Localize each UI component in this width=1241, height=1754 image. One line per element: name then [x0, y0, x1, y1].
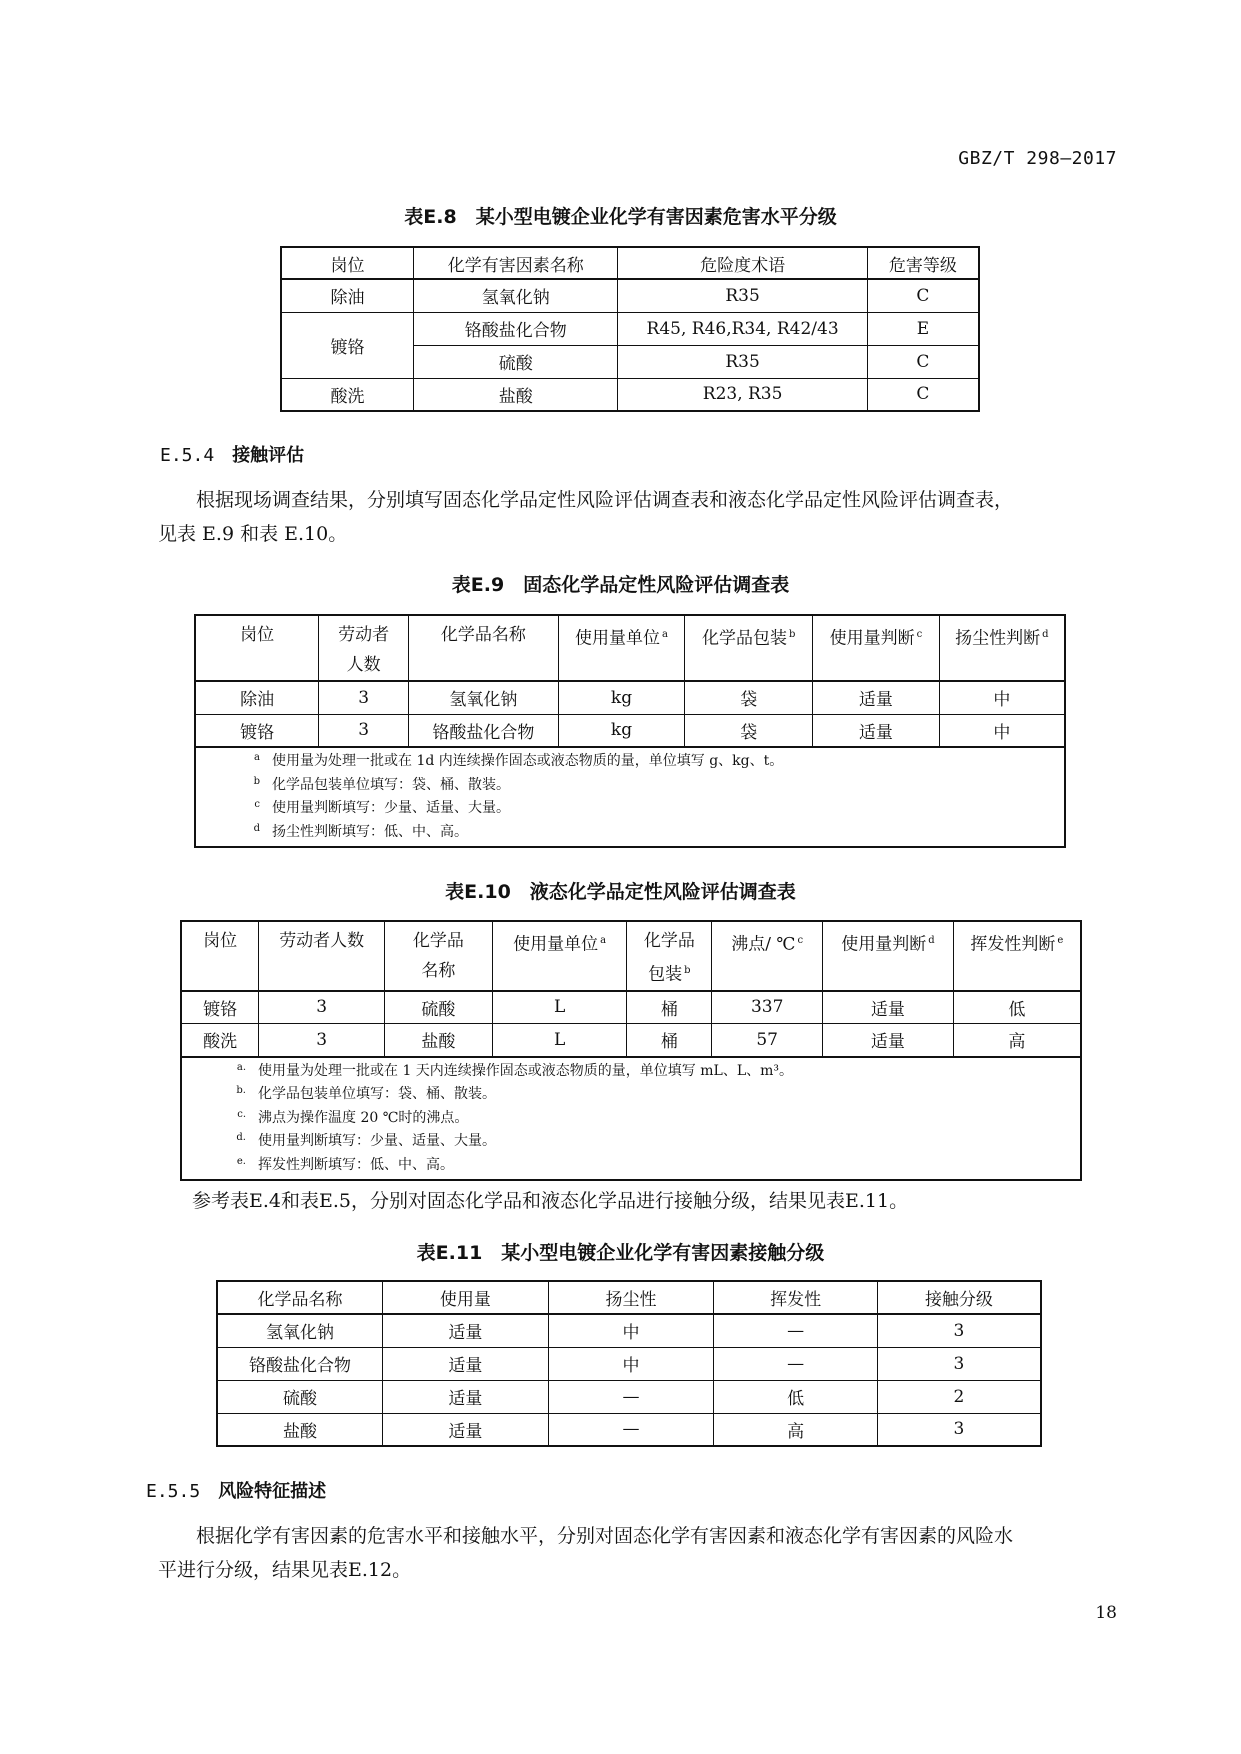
footnote-mark: d — [928, 935, 935, 946]
footnote-mark: c — [797, 935, 804, 946]
table-cell: 氢氧化钠 — [414, 279, 618, 312]
table-cell: 337 — [712, 991, 823, 1024]
table-cell: 适量 — [383, 1413, 549, 1446]
table-cell: 高 — [953, 1024, 1081, 1057]
table-e11-header-name: 化学品名称 — [217, 1281, 383, 1314]
footnote — [182, 1130, 1080, 1154]
header-line: 人数 — [346, 655, 381, 675]
table-cell: 硫酸 — [414, 345, 618, 378]
footnote-mark: c — [916, 629, 923, 640]
footnote-mark: c. — [237, 1108, 246, 1120]
header-text: 使用量判断 — [829, 628, 915, 649]
footnote-mark: a — [662, 629, 668, 640]
footnote-text: 挥发性判断填写：低、中、高。 — [258, 1156, 454, 1173]
header-text: 化学品包装 — [701, 628, 787, 649]
footnote-mark: b — [684, 965, 691, 976]
header-text: 使用量单位 — [575, 628, 660, 649]
table-cell: 镀铬 — [281, 312, 414, 378]
section-title: 风险特征描述 — [218, 1481, 327, 1502]
table-cell: — — [548, 1413, 714, 1446]
table-e10-header-workers: 劳动者人数 — [259, 921, 385, 991]
table-cell: 桶 — [627, 1024, 712, 1057]
table-cell: R45, R46,R34, R42/43 — [618, 312, 867, 345]
table-cell: 3 — [319, 681, 409, 714]
section-e55-heading — [146, 1477, 326, 1503]
table-cell: L — [492, 1024, 627, 1057]
paragraph-line: 见表 E.9 和表 E.10。 — [158, 523, 348, 545]
footnote-mark: a — [254, 752, 260, 763]
table-cell: 镀铬 — [195, 714, 319, 747]
table-row — [281, 312, 979, 345]
table-e10-header-vol — [953, 921, 1081, 991]
table-cell: — — [714, 1347, 878, 1380]
table-cell: C — [867, 345, 979, 378]
table-e8-caption: 表E.8 某小型电镀企业化学有害因素危害水平分级 — [404, 206, 837, 228]
table-row — [195, 714, 1065, 747]
table-cell: 盐酸 — [217, 1413, 383, 1446]
table-cell: 硫酸 — [385, 991, 493, 1024]
table-e9-header-package — [685, 615, 813, 681]
footnote-text: 使用量为处理一批或在 1 天内连续操作固态或液态物质的量，单位填写 mL、L、m³。 — [258, 1062, 794, 1079]
table-cell: kg — [558, 714, 685, 747]
header-text: 使用量判断 — [841, 934, 927, 955]
table-e9-caption: 表E.9 固态化学品定性风险评估调查表 — [451, 574, 790, 596]
table-cell: 硫酸 — [217, 1380, 383, 1413]
table-cell: 2 — [877, 1380, 1041, 1413]
footnote-mark: e. — [236, 1155, 246, 1167]
table-e11-header-vol: 挥发性 — [714, 1281, 878, 1314]
table-cell: 盐酸 — [414, 378, 618, 411]
header-text: 挥发性判断 — [970, 934, 1056, 955]
section-number: E.5.4 — [160, 445, 215, 466]
table-e9-header-name: 化学品名称 — [409, 615, 559, 681]
table-cell: 3 — [319, 714, 409, 747]
table-cell: 3 — [259, 1024, 385, 1057]
table-cell: 3 — [877, 1314, 1041, 1347]
table-cell: 中 — [939, 714, 1065, 747]
table-cell: 铬酸盐化合物 — [217, 1347, 383, 1380]
header-text: 使用量单位 — [513, 934, 599, 955]
header-line: 化学品 — [412, 931, 464, 951]
table-cell: R35 — [618, 279, 867, 312]
section-number: E.5.5 — [146, 1481, 201, 1502]
table-e10-header-package — [627, 921, 712, 991]
footnote — [182, 1060, 1080, 1084]
table-cell: 除油 — [195, 681, 319, 714]
table-cell: — — [714, 1314, 878, 1347]
footnote-text: 使用量判断填写：少量、适量、大量。 — [258, 1133, 496, 1150]
footnote-mark: b — [253, 775, 260, 787]
table-e10 — [180, 920, 1082, 1181]
table-cell: C — [867, 378, 979, 411]
footnote — [196, 750, 1064, 774]
table-e11-header-level: 接触分级 — [877, 1281, 1041, 1314]
table-row — [217, 1347, 1041, 1380]
page-number: 18 — [1095, 1603, 1117, 1623]
table-cell: 酸洗 — [281, 378, 414, 411]
table-cell: L — [492, 991, 627, 1024]
table-e8-header-post: 岗位 — [281, 247, 414, 279]
table-e9-header-unit — [558, 615, 685, 681]
paragraph-line: 平进行分级，结果见表E.12。 — [158, 1559, 412, 1581]
header-line: 化学品 — [643, 931, 695, 951]
table-cell: 酸洗 — [181, 1024, 259, 1057]
table-cell: 桶 — [627, 991, 712, 1024]
footnote-mark: d — [253, 822, 260, 834]
table-e9-header-amount — [813, 615, 940, 681]
table-cell: 低 — [953, 991, 1081, 1024]
table-row — [217, 1413, 1041, 1446]
table-e10-notes — [181, 1057, 1081, 1181]
footnote-text: 使用量判断填写：少量、适量、大量。 — [272, 800, 510, 816]
footnote-mark: b. — [236, 1085, 246, 1097]
footnote-mark: d — [1042, 629, 1049, 640]
section-e55-paragraph — [158, 1519, 1124, 1587]
table-cell: 高 — [714, 1413, 878, 1446]
table-cell: 3 — [877, 1347, 1041, 1380]
paragraph-line: 根据现场调查结果，分别填写固态化学品定性风险评估调查表和液态化学品定性风险评估调查表， — [196, 489, 1014, 511]
reference-paragraph: 参考表E.4和表E.5，分别对固态化学品和液态化学品进行接触分级，结果见表E.11。 — [192, 1190, 909, 1212]
footnote — [196, 774, 1064, 798]
table-e11-header-dust: 扬尘性 — [548, 1281, 714, 1314]
table-cell: 适量 — [823, 991, 954, 1024]
table-cell: 氢氧化钠 — [217, 1314, 383, 1347]
table-cell: 镀铬 — [181, 991, 259, 1024]
footnote-mark: d. — [236, 1132, 246, 1144]
table-e11-caption: 表E.11 某小型电镀企业化学有害因素接触分级 — [416, 1242, 825, 1264]
table-cell: R23, R35 — [618, 378, 867, 411]
table-cell: R35 — [618, 345, 867, 378]
table-e9 — [194, 614, 1066, 848]
table-e8-header-term: 危险度术语 — [618, 247, 867, 279]
table-cell: kg — [558, 681, 685, 714]
table-cell: 低 — [714, 1380, 878, 1413]
table-cell: 适量 — [813, 714, 940, 747]
table-e9-notes — [195, 747, 1065, 847]
header-line: 劳动者 — [338, 625, 390, 645]
header-text: 扬尘性判断 — [955, 628, 1041, 649]
table-cell: 适量 — [383, 1347, 549, 1380]
table-e11 — [216, 1280, 1042, 1447]
footnote-text: 化学品包装单位填写：袋、桶、散装。 — [272, 776, 510, 793]
header-line: 名称 — [421, 961, 456, 981]
table-cell: 袋 — [685, 681, 813, 714]
table-e8-header-grade: 危害等级 — [867, 247, 979, 279]
table-e9-header-workers — [319, 615, 409, 681]
table-e10-header-amount — [823, 921, 954, 991]
table-cell: 中 — [548, 1314, 714, 1347]
table-cell: 袋 — [685, 714, 813, 747]
paragraph-line: 根据化学有害因素的危害水平和接触水平，分别对固态化学有害因素和液态化学有害因素的风险水 — [196, 1525, 1014, 1547]
table-cell: 适量 — [823, 1024, 954, 1057]
footnote-text: 沸点为操作温度 20 ℃时的沸点。 — [258, 1109, 469, 1126]
table-cell: 盐酸 — [385, 1024, 493, 1057]
table-e8-header-name: 化学有害因素名称 — [414, 247, 618, 279]
footnote — [182, 1154, 1080, 1178]
section-title: 接触评估 — [232, 445, 305, 466]
footnote — [196, 821, 1064, 845]
footnote-mark: b — [788, 629, 796, 640]
table-row — [217, 1380, 1041, 1413]
header-text: 包装 — [648, 964, 683, 985]
table-cell: E — [867, 312, 979, 345]
footnote-text: 化学品包装单位填写：袋、桶、散装。 — [258, 1086, 496, 1103]
table-cell: — — [548, 1380, 714, 1413]
table-cell: 3 — [259, 991, 385, 1024]
standard-code: GBZ/T 298—2017 — [958, 148, 1117, 169]
footnote-mark: a — [600, 935, 607, 946]
table-cell: 中 — [548, 1347, 714, 1380]
table-row — [281, 279, 979, 312]
table-cell: 适量 — [383, 1380, 549, 1413]
table-cell: 适量 — [813, 681, 940, 714]
table-row — [217, 1314, 1041, 1347]
table-row — [181, 991, 1081, 1024]
table-cell: 57 — [712, 1024, 823, 1057]
table-row — [281, 378, 979, 411]
table-cell: C — [867, 279, 979, 312]
table-e8 — [280, 246, 980, 412]
table-e9-header-dust — [939, 615, 1065, 681]
table-e10-header-name — [385, 921, 493, 991]
section-e54-paragraph — [158, 483, 1124, 551]
footnote — [196, 797, 1064, 821]
footnote-mark: c — [254, 799, 260, 810]
table-cell: 除油 — [281, 279, 414, 312]
table-row — [195, 681, 1065, 714]
table-cell: 中 — [939, 681, 1065, 714]
table-row — [181, 1024, 1081, 1057]
footnote-text: 扬尘性判断填写：低、中、高。 — [272, 823, 468, 840]
footnote-mark: a. — [236, 1061, 246, 1073]
footnote-mark: e — [1057, 935, 1064, 946]
table-e9-header-post: 岗位 — [195, 615, 319, 681]
table-cell: 3 — [877, 1413, 1041, 1446]
table-cell: 氢氧化钠 — [409, 681, 559, 714]
header-text: 沸点/ ℃ — [731, 934, 796, 955]
table-e11-header-amount: 使用量 — [383, 1281, 549, 1314]
table-cell: 铬酸盐化合物 — [409, 714, 559, 747]
table-e10-header-bp — [712, 921, 823, 991]
table-cell: 铬酸盐化合物 — [414, 312, 618, 345]
footnote — [182, 1107, 1080, 1131]
table-cell: 适量 — [383, 1314, 549, 1347]
table-e10-caption: 表E.10 液态化学品定性风险评估调查表 — [445, 881, 796, 903]
table-e10-header-unit — [492, 921, 627, 991]
header-line — [631, 956, 707, 990]
section-e54-heading — [160, 441, 304, 467]
footnote — [182, 1083, 1080, 1107]
footnote-text: 使用量为处理一批或在 1d 内连续操作固态或液态物质的量，单位填写 g、kg、t。 — [272, 753, 784, 769]
table-e10-header-post: 岗位 — [181, 921, 259, 991]
